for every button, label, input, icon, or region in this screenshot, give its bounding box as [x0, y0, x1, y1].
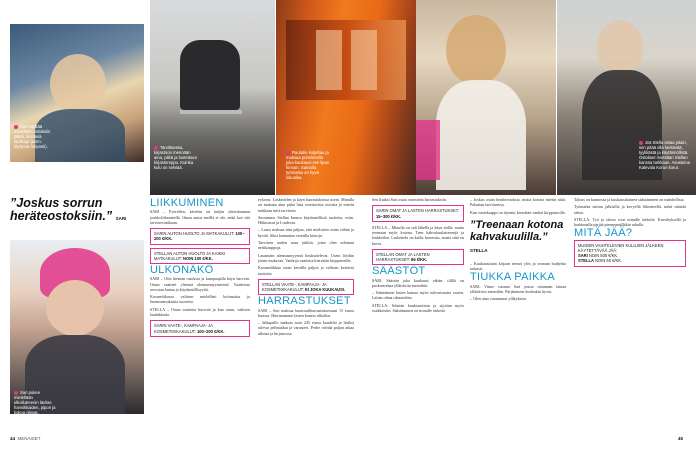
cost-box: SARIN VAATE-, KAMPAAJA- JA KOSMETIIKKAKULUT: 100–200 €/KK. — [150, 320, 250, 336]
column-left-1: LIIKKUMINEN SARI – Pyöräilen, kävelen tai kuljen yhteiskunnan joukkoliikenteellä. Omaa autoa meillä ei ole, enkä koe sitä tarvitsevanikaan. SARIN AUTON HUOLTO JA MATKAKULUT: 100–200 €/KK. STELLAN AUTON HUOLTO JA KAIKKI MATKAKULUT: NOIN 100 €/KK. ULKONÄKÖ SARI – Otin hieman ostoksia ja kampaajalla käyn harvoin. Ostan vaatteet yleensä alennusmyynneistä. Vaatteissa arvostan laatua ja käytännöllisyyttä. Kosmetiikassa valitsen mielelläni kotimaisia ja luonnonmukaisia tuotteita. STELLA – Ostan vaatteita harvoin ja kun ostan, valitsen laadukkaita. SARIN VAATE-, KAMPAAJA- JA KOSMETIIKKAKULUT: 100–200 €/KK. — [150, 197, 250, 340]
section-head-tiukka-paikka: TIUKKA PAIKKA — [470, 271, 556, 284]
section-head-mita-jaa: MITÄ JÄÄ? — [574, 227, 633, 240]
photo-skates — [150, 0, 275, 195]
photo-caption-2: Tarvittaessa, kirjastoon mennään aina, pitkä ja luotettava kirjastoreppu. Kuinka kulu on selviää. — [154, 145, 197, 170]
cost-box: STELLAN OMAT JA LASTEN HARRASTUKSET: 66 €/KK. — [372, 249, 464, 265]
footer-right: 45 — [678, 436, 684, 441]
photo-caption-3: Rautatie kuljettaa ja maksaa puhelimella joka kuukausi sen lipun hinnan. Samalla työmatka on hyvä lukuaika. — [286, 150, 330, 180]
pull-quote-sari: ”Joskus sorrun heräteostoksiin.” SARI — [10, 196, 127, 223]
column-right-3: Talous on kunnossa ja kuukausittainen säästäminen on mahdollista. Työmatka taittuu julkisilla ja kevyellä liikenteellä, mikä säästää rahaa. STELLA: Työ ja talous ovat minulle tärkeitä. Kierrätyksellä ja harkinnalla pärjää pienemmälläkin rahalla. MITÄ JÄÄ? MUIDEN VAIHTELEVIEN KULUJEN JÄLKEEN KÄYTETTÄVÄÄ JÄÄ: SARI NOIN 500 €/KK. STELLA NOIN 60 €/KK. — [574, 197, 686, 270]
cost-box: SARIN OMAT JA LASTEN HARRASTUKSET: 15–300 €/KK. — [372, 205, 464, 221]
photo-caption-5: Jos Stella ostaa jotain, sen pitää olla kestävää, tyylikästä ja käytännöllistä. Ostokset mietitään Stellan kanssa tarkkaan. Asusteina Kalevala Korun korut. — [639, 140, 690, 170]
cost-box: STELLAN AUTON HUOLTO JA KAIKKI MATKAKULUT: NOIN 100 €/KK. — [150, 248, 250, 264]
remaining-box: MUIDEN VAIHTELEVIEN KULUJEN JÄLKEEN KÄYTETTÄVÄÄ JÄÄ: SARI NOIN 500 €/KK. STELLA NOIN 60 €/KK. — [574, 240, 686, 267]
photo-sari-helmet — [10, 240, 144, 414]
pull-quote-stella: ”Treenaan kotona kahvakuulilla.” STELLA — [470, 218, 564, 253]
section-head-liikkuminen: LIIKKUMINEN — [150, 197, 224, 209]
photo-stella-store — [557, 0, 696, 195]
column-right-2: – Joskus ostan heräteostoksia, mutta kotona mietin niitä. Palautan tarvittaessa. Kun vaatekaappi on täynnä, kierrätän vanhat kirpputorille. ”Treenaan kotona kahvakuulilla.” STELLA – Kuukausittain kirjaan menot ylös ja seuraan budjettia tarkasti. TIUKKA PAIKKA SARI: Viime vuonna Sari joutui ottamaan lainaa yllättäviin menoihin. Pärjäsimme kuitenkin hyvin. – Olen aina varautunut yllätyksiin. — [470, 197, 566, 302]
section-head-saastot: SÄÄSTÖT — [372, 265, 426, 278]
photo-stella-shopping — [416, 0, 556, 195]
section-head-ulkonako: ULKONÄKÖ — [150, 264, 214, 276]
cost-box: SARIN AUTON HUOLTO JA MATKAKULUT: 100–200 €/KK. — [150, 228, 250, 244]
photo-caption-1: Sari käyttää mielellään ostoksiin pitkiä, kestäviä laukkuja (esim. täyttyvät helposti). — [14, 124, 51, 149]
column-right-1: Sen lisäksi Sari ostaa varusteita harrastuksiin. SARIN OMAT JA LASTEN HARRASTUKSET: 15–300 €/KK. STELLA – Minulla on sali lähellä ja käyn siellä, mutta treenaan myös kotona. Teen kahvakuulatreenejä ja lenkkeilen. Laskettelu on kallis harrastus, mutta siitä en luovu. STELLAN OMAT JA LASTEN HARRASTUKSET: 66 €/KK. SÄÄSTÖT SARI: Säästän joka kuukausi vähän, tilillä on puskurirahaa yllättäviin menoihin. – Säästämme lasten kanssa myös tulevaisuutta varten. Laitan rahaa rahastoihin. STELLA: Säästän kuukausittain ja sijoitan myös osakkeisiin. Säästäminen on minulle tärkeää. — [372, 197, 464, 314]
cost-box: STELLAN VAATE-, KAMPAAJA- JA KOSMETIIKKAKULUT: EI JOKA KUUKAUSI. — [258, 279, 354, 295]
photo-sari-shopping — [10, 24, 144, 162]
photo-train — [276, 0, 416, 195]
footer-left: 44 MENAISET — [10, 436, 41, 441]
column-left-2: eykorut. Laskettelen ja käyn harrastuksissa usein. Minulla on mukana aina pitkä lista ostettavista asioista ja mietin tarkkaan mitä tarvitsen. Suosimme Stellan kanssa käytännöllisiä tuotteita, esim. Hiihtoasut ja Lindexin. – Laatu maksaa niin paljon, että mieluiten ostan vähän ja hyvää. Siksi kannattaa vertailla hintoja. Tarvitsen uuden asun juhliin, joten olen selannut nettikauppoja. Lauantain alennusmyynnit houkuttelevat. Usein löydän jotain mukavaa. Vanhoja vaatteita kierrätän kirpputorille. Kosmetiikkaa ostan kerralla paljon ja valitsen kestäviä tuotteita. STELLAN VAATE-, KAMPAAJA- JA KOSMETIIKKAKULUT: EI JOKA KUUKAUSI. HARRASTUKSET SARI – Sari maksaa kuntosaliharrastuksestaan 15 euroa kuussa. Harrastamme lasten kanssa ulkoilua. – Jalkapallo maksaa noin 245 euroa kaudelta ja lisäksi tulevat pelimatkat ja varusteet. Perhe viettää paljon aikaa ulkona ja kirjastossa. — [258, 197, 354, 336]
photo-caption-6: Sari pukee mielellään ulkoilutreenin lävitse hansikkaiden, pipon ja kokoa olevat. — [14, 390, 56, 414]
section-head-harrastukset: HARRASTUKSET — [258, 295, 351, 308]
